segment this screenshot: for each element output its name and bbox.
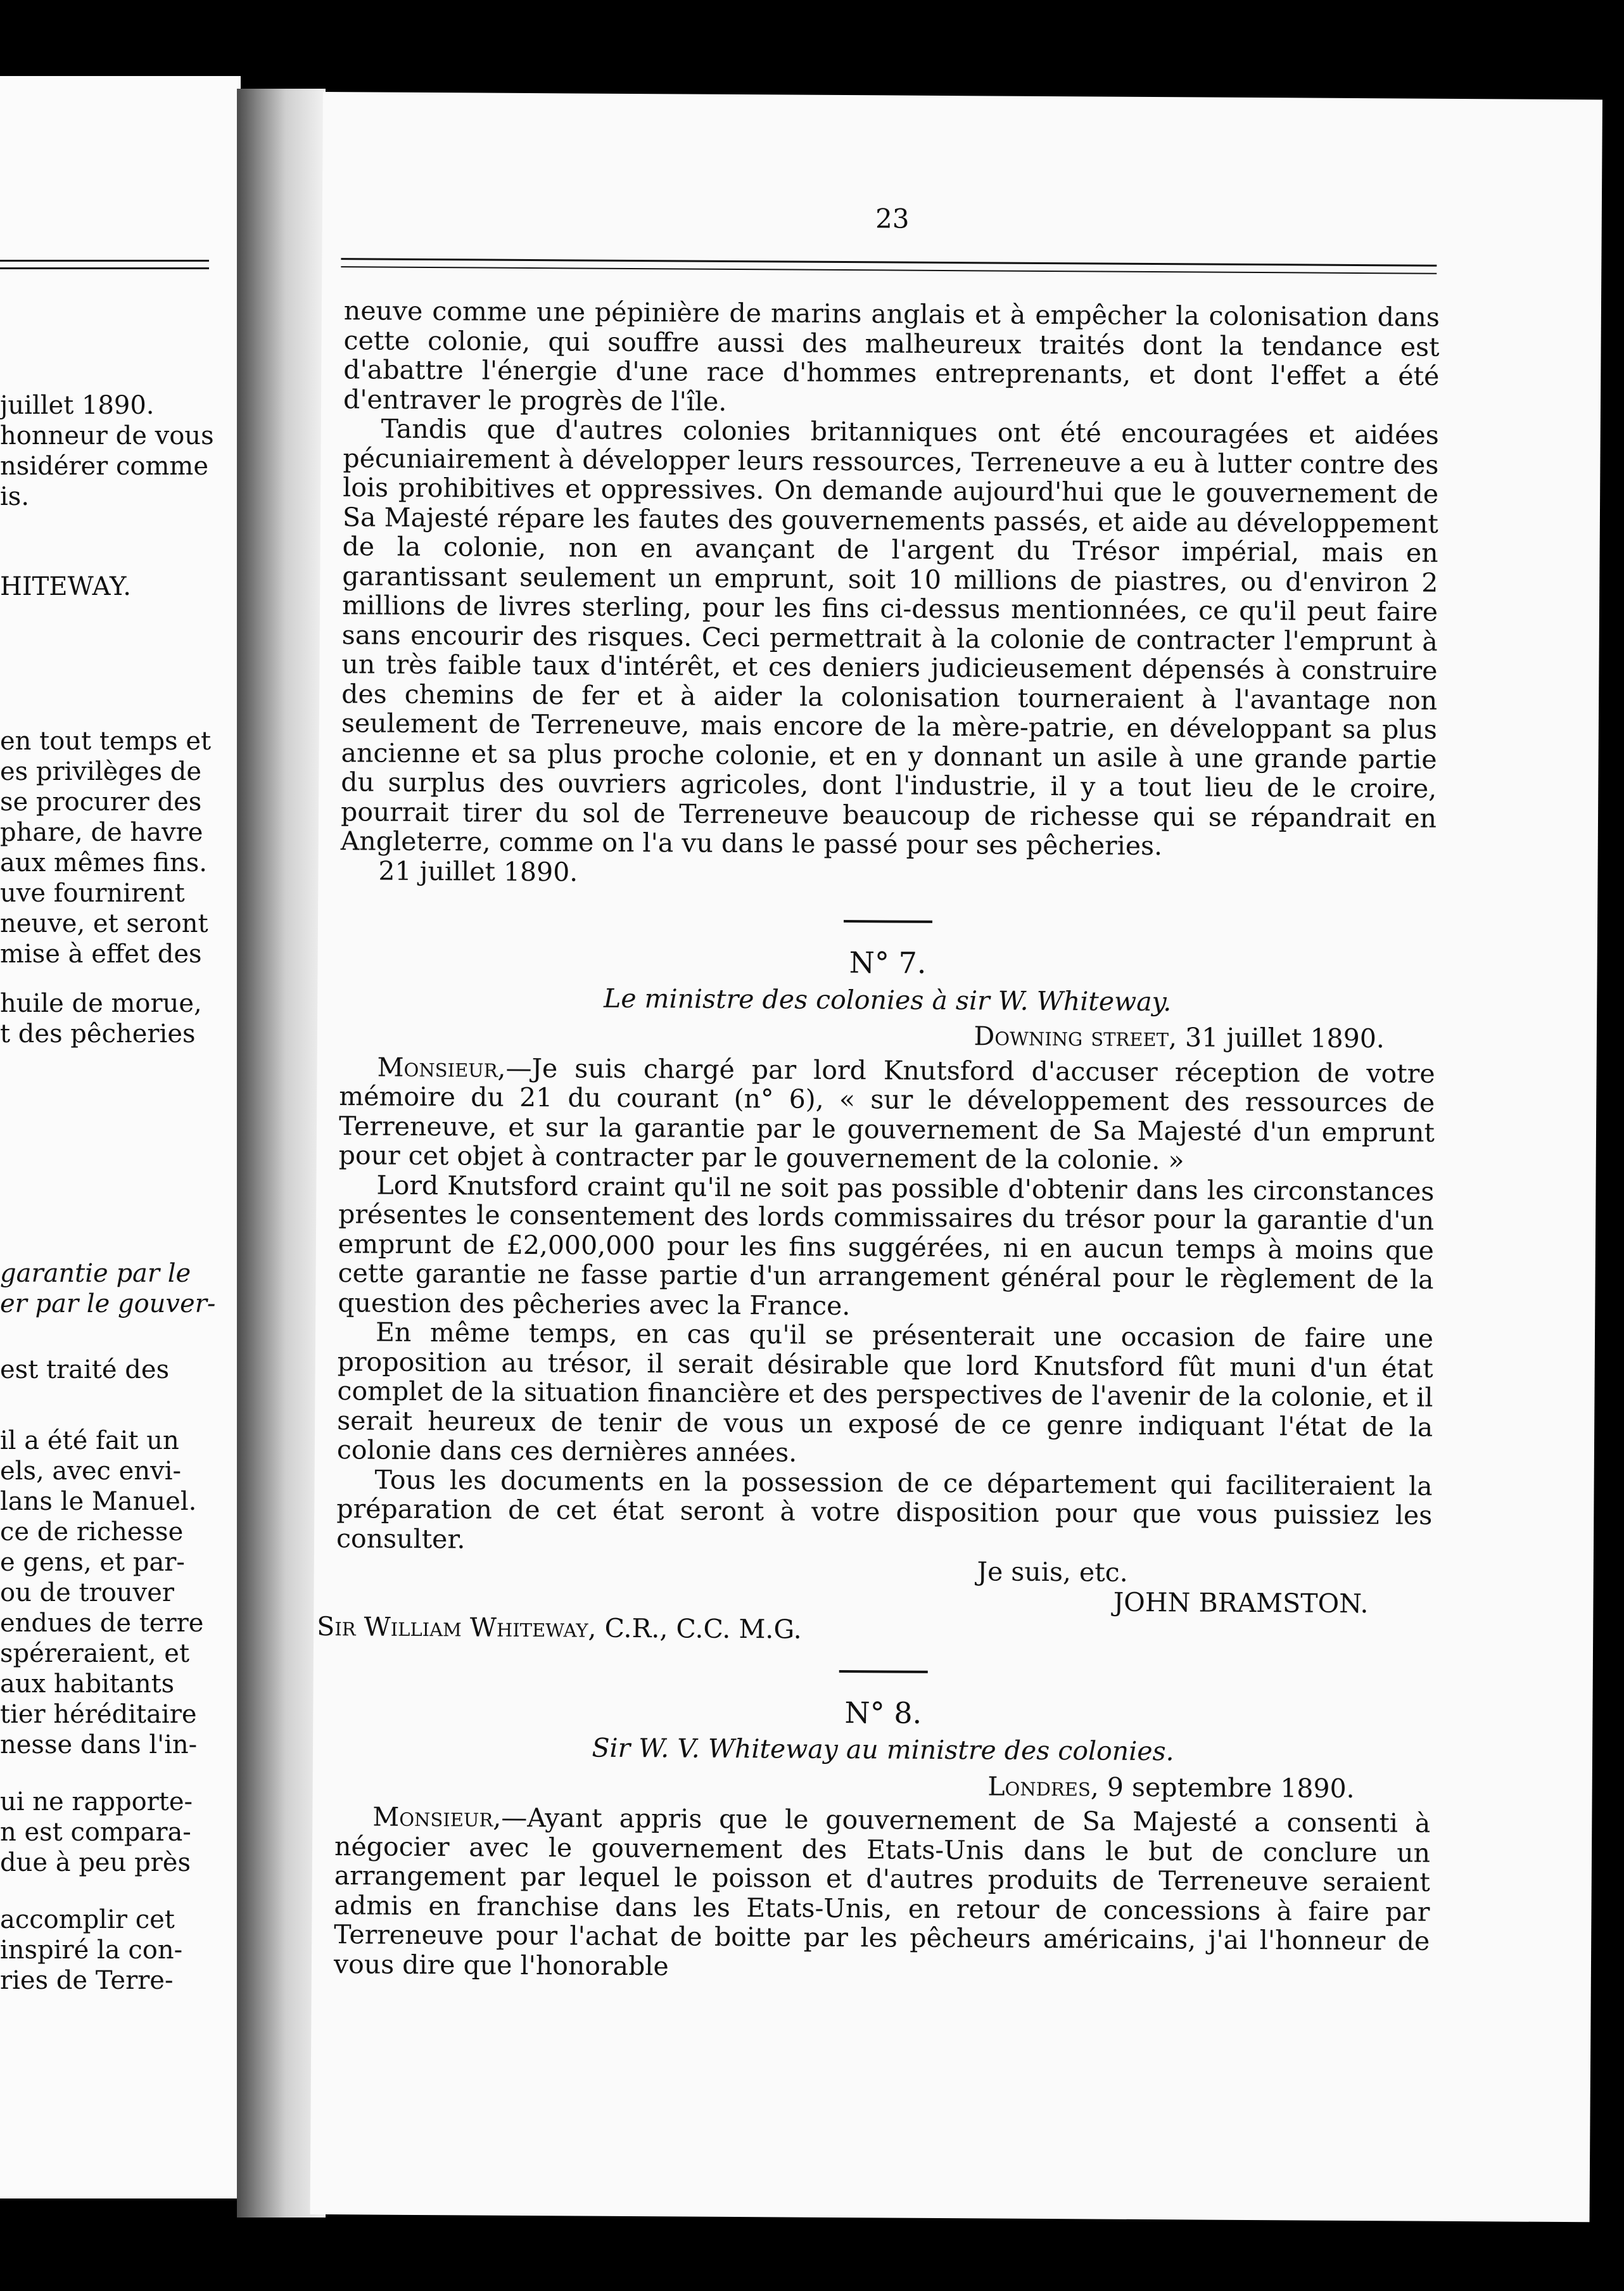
- page-number: 23: [875, 203, 910, 234]
- left-line: huile de morue,: [0, 989, 202, 1018]
- header-rule: [341, 258, 1437, 267]
- left-line: nesse dans l'in-: [0, 1730, 198, 1759]
- salutation: Monsieur: [377, 1052, 498, 1083]
- date-line: 21 juillet 1890.: [378, 855, 578, 887]
- left-line: en tout temps et: [0, 727, 212, 756]
- document-title: Le ministre des colonies à sir W. Whiteway.: [603, 983, 1172, 1017]
- left-line: inspiré la con-: [0, 1936, 183, 1965]
- letter-paragraph: [334, 1802, 1431, 1986]
- left-line: il a été fait un: [0, 1426, 179, 1455]
- left-line: aux mêmes fins.: [0, 848, 208, 877]
- letter-paragraph: [339, 1052, 1435, 1177]
- left-line: lans le Manuel.: [0, 1487, 197, 1516]
- closing: Je suis, etc.: [977, 1556, 1128, 1588]
- left-line: se procurer des: [0, 788, 202, 817]
- addressee: Sir William Whiteway, C.R., C.C. M.G.: [317, 1611, 802, 1645]
- left-line: tier héréditaire: [0, 1700, 197, 1729]
- left-line: spéreraient, et: [0, 1639, 190, 1668]
- letter-paragraph: Lord Knutsford craint qu'il ne soit pas possible d'obtenir dans les circonstances présentes le consentement des lords commissaires du trésor pour la garantie d'un emprunt de £2,000,000 pour les fins suggérées, ni en aucun temps à moins que cette garantie ne fasse partie d'un arrangement général pour le règlement de la question des pêcheries avec la France.: [338, 1170, 1435, 1321]
- left-line: aux habitants: [0, 1669, 175, 1699]
- left-line: ou de trouver: [0, 1578, 174, 1607]
- dateline-date: , 31 juillet 1890.: [1168, 1022, 1385, 1054]
- left-line: er par le gouver-: [0, 1289, 216, 1318]
- left-line: due à peu près: [0, 1848, 191, 1877]
- left-line: n est compara-: [0, 1818, 191, 1847]
- left-line: uve fournirent: [0, 879, 185, 908]
- left-line: honneur de vous: [0, 421, 214, 450]
- dateline-place: Londres: [987, 1770, 1091, 1802]
- left-line: endues de terre: [0, 1609, 204, 1638]
- left-line: els, avec envi-: [0, 1457, 181, 1486]
- dateline-place: Downing street: [974, 1021, 1169, 1053]
- left-facing-page: [0, 76, 241, 2198]
- document-number: N° 8.: [844, 1695, 922, 1730]
- left-line: t des pêcheries: [0, 1019, 196, 1049]
- paragraph: Tandis que d'autres colonies britanniques ont été encouragées et aidées pécuniairement à développer leurs ressources, Terreneuve a eu à lutter contre des lois prohibitives et oppressives. On demande aujourd'hui que le gouvernement de Sa Majesté répare les fautes des gouvernements passés, et aide au développement de la colonie, non en avançant de l'argent du Trésor impérial, mais en garantissant seulement un emprunt, soit 10 millions de piastres, ou d'environ 2 millions de livres sterling, pour les fins ci-dessus mentionnées, ce qu'il peut faire sans encourir des risques. Ceci permettrait à la colonie de contracter l'emprunt à un très faible taux d'intérêt, et ces deniers judicieusement dépensés à construire des chemins de fer et à aider la colonisation tourneraient à l'avantage non seulement de Terreneuve, mais encore de la mère-patrie, en développant sa plus ancienne et sa plus proche colonie, et en y donnant un asile à une grande partie du surplus des ouvriers agricoles, dont l'industrie, il y a tout lieu de le croire, pourrait tirer du sol de Terreneuve beaucoup de richesse qui se répandrait en Angleterre, comme on l'a vu dans le passé pour ses pêcheries.: [340, 413, 1439, 862]
- left-top-rule: [0, 260, 209, 262]
- salutation: Monsieur: [372, 1801, 493, 1833]
- left-line: est traité des: [0, 1355, 170, 1384]
- left-line: nsidérer comme: [0, 452, 209, 481]
- signature: JOHN BRAMSTON.: [1113, 1586, 1369, 1619]
- document-title: Sir W. V. Whiteway au ministre des colonies.: [592, 1732, 1174, 1767]
- left-line: ries de Terre-: [0, 1966, 174, 1995]
- left-line: phare, de havre: [0, 818, 203, 847]
- left-line: e gens, et par-: [0, 1548, 185, 1577]
- left-line: ce de richesse: [0, 1517, 184, 1547]
- left-line: mise à effet des: [0, 940, 202, 969]
- main-page: [310, 92, 1602, 2222]
- intro-paragraph: neuve comme une pépinière de marins anglais et à empêcher la colonisation dans cette colonie, qui souffre aussi des malheureux traités dont la tendance est d'abattre l'énergie d'une race d'hommes entreprenants, et dont l'effet a été d'entraver le progrès de l'île.: [343, 295, 1440, 417]
- letter-text: ,—Ayant appris que le gouvernement de Sa Majesté a consenti à négocier avec le gouvernement des Etats-Unis dans le but de conclure un arrangement par lequel le poisson et d'autres produits de Terreneuve seraient admis en franchise dans les Etats-Unis, en retour de concessions à faire par Terreneuve pour l'achat de boitte par les pêcheurs américains, j'ai l'honneur de vous dire que l'honorable: [333, 1802, 1431, 1981]
- letter-paragraph: En même temps, en cas qu'il se présenterait une occasion de faire une proposition au trésor, il serait désirable que lord Knutsford fût muni d'un état complet de la situation financière et des perspectives de l'avenir de la colonie, et il serait heureux de tenir de vous un exposé de ce genre indiquant l'état de la colonie dans ces dernières années.: [336, 1317, 1434, 1468]
- left-line: es privilèges de: [0, 757, 202, 786]
- header-rule-2: [341, 266, 1437, 274]
- letter-paragraph: Tous les documents en la possession de ce département qui faciliteraient la préparation de cet état seront à votre disposition pour que vous puissiez les consulter.: [336, 1464, 1433, 1554]
- left-line: ui ne rapporte-: [0, 1787, 193, 1816]
- document-number: N° 7.: [849, 945, 927, 980]
- letter-text: ,—Je suis chargé par lord Knutsford d'accuser réception de votre mémoire du 21 du courant (n° 6), « sur le développement des ressources de Terreneuve, et sur la garantie par le gouvernement de Sa Majesté d'un emprunt pour cet objet à contracter par le gouvernement de la colonie. »: [338, 1052, 1435, 1176]
- left-line: HITEWAY.: [0, 572, 131, 601]
- left-line: accomplir cet: [0, 1905, 175, 1934]
- left-line: is.: [0, 482, 30, 511]
- body-text: [317, 295, 1440, 1986]
- left-line: juillet 1890.: [0, 391, 155, 420]
- left-line: neuve, et seront: [0, 909, 208, 938]
- dateline-date: , 9 septembre 1890.: [1090, 1771, 1355, 1804]
- left-top-rule-2: [0, 267, 209, 269]
- left-line: garantie par le: [0, 1259, 191, 1288]
